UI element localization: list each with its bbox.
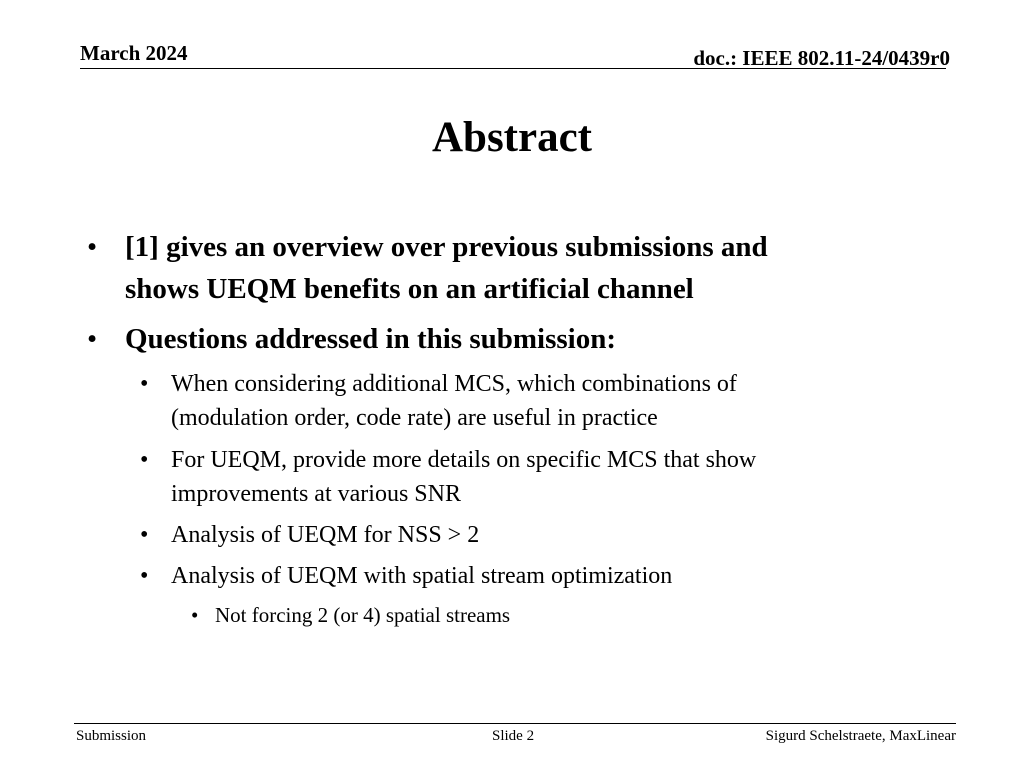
bullet-icon: • (140, 447, 149, 473)
bullet-icon: • (87, 323, 98, 355)
bullet-text (171, 518, 479, 552)
footer-slide-number: Slide 2 (492, 728, 535, 744)
header-date: March 2024 (80, 41, 188, 65)
bullet-line: [1] gives an overview over previous submissions and (125, 231, 768, 263)
bullet-icon: • (140, 563, 149, 589)
bullet-line: For UEQM, provide more details on specific MCS that show (171, 447, 757, 473)
sub-bullet-item-spatial-stream (140, 559, 672, 593)
sub-bullet-item-nss (140, 518, 479, 552)
bullet-line: Questions addressed in this submission: (125, 323, 617, 355)
bullet-text (125, 318, 616, 360)
bullet-item-overview (87, 226, 768, 310)
bullet-line: Analysis of UEQM for NSS > 2 (171, 522, 480, 548)
bullet-line: improvements at various SNR (171, 481, 461, 507)
bullet-text (215, 600, 510, 630)
bullet-line: Not forcing 2 (or 4) spatial streams (215, 603, 511, 627)
bullet-text (171, 559, 672, 593)
footer-author: Sigurd Schelstraete, MaxLinear (765, 728, 956, 744)
bullet-line: Analysis of UEQM with spatial stream optimization (171, 563, 673, 589)
footer-submission: Submission (76, 728, 147, 744)
header-doc-id: doc.: IEEE 802.11-24/0439r0 (693, 46, 950, 70)
bullet-icon: • (87, 231, 98, 263)
sub-bullet-item-ueqm-details (140, 443, 756, 511)
bullet-icon: • (191, 603, 199, 627)
sub-bullet-item-mcs (140, 367, 737, 435)
bullet-line: shows UEQM benefits on an artificial channel (125, 273, 694, 305)
footer-divider (74, 723, 956, 724)
sub-sub-bullet-item-streams (191, 600, 510, 630)
bullet-line: (modulation order, code rate) are useful in practice (171, 405, 658, 431)
slide-title: Abstract (431, 114, 592, 161)
bullet-text (125, 226, 768, 310)
bullet-text (171, 367, 737, 435)
bullet-item-questions (87, 318, 616, 360)
bullet-icon: • (140, 371, 149, 397)
bullet-icon: • (140, 522, 149, 548)
bullet-text (171, 443, 756, 511)
bullet-line: When considering additional MCS, which combinations of (171, 371, 737, 397)
